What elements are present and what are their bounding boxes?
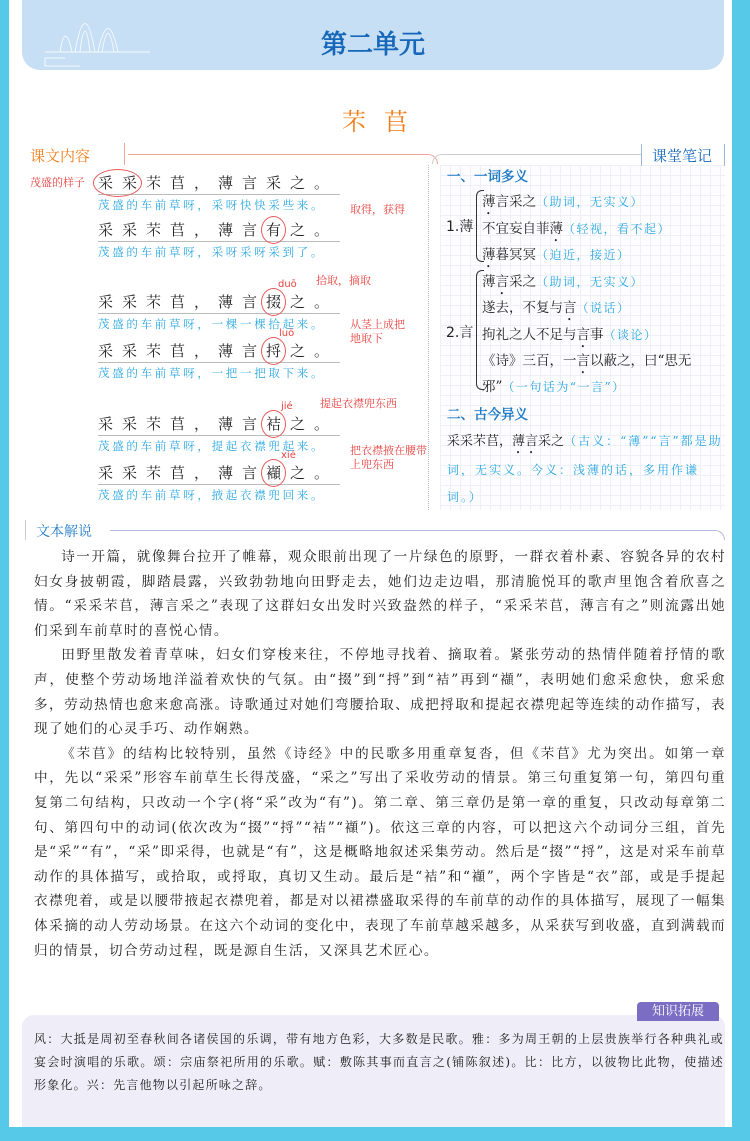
text: 以蔽之，曰“思无 <box>590 353 692 369</box>
text: 暮冥冥 <box>495 247 536 263</box>
poem-line <box>98 341 340 363</box>
text: 采采芣苢，薄言 <box>98 342 267 360</box>
pinyin: duō <box>278 279 297 290</box>
text: 之。 <box>290 342 339 360</box>
divider <box>110 530 725 540</box>
notes-line <box>482 190 644 218</box>
text: 不宜妄自菲 <box>482 221 550 237</box>
notes-line <box>482 323 658 351</box>
poem-line <box>98 414 340 436</box>
annotation: 取得，获得 <box>350 203 405 216</box>
text: 事 <box>590 327 604 343</box>
text: 遂去，不复与 <box>482 300 563 316</box>
divider <box>124 143 125 165</box>
circled-word: 有 <box>266 221 291 239</box>
annotation: 茂盛的样子 <box>30 176 85 189</box>
knowledge-text: 风：大抵是周初至春秋间各诸侯国的乐调，带有地方色彩，大多数是民歌。雅：多为周王朝的上层贵族举行各种典礼或宴会时演唱的乐歌。颂：宗庙祭祀所用的乐歌。赋：敷陈其事而直言之(铺陈叙述)。比：比方，以彼物比此物，使描述形象化。兴：先言他物以引起所咏之辞。 <box>34 1032 724 1092</box>
note: （轻视，看不起） <box>563 222 672 236</box>
note: （助词，无实义） <box>536 195 645 209</box>
lesson-title: 芣苢 <box>342 108 426 136</box>
unit-header <box>22 0 724 70</box>
text: 采之 <box>538 434 565 449</box>
annotation: 提起衣襟兜东西 <box>320 397 397 410</box>
text: 《诗》三百，一 <box>482 353 577 369</box>
section-heading-class-notes: 课堂笔记 <box>652 147 713 165</box>
column-divider <box>428 165 429 510</box>
note: （助词，无实义） <box>536 275 645 289</box>
group-label: 2.言 <box>446 325 474 341</box>
group-label: 1.薄 <box>446 219 474 235</box>
text: 言采之 <box>495 194 536 210</box>
note: （谈论） <box>603 328 658 342</box>
paragraph: 田野里散发着青草味，妇女们穿梭来往，不停地寻找着、摘取着。紧张劳动的热情伴随着抒情的歌声，使整个劳动场地洋溢着欢快的气氛。由“掇”到“捋”到“袺”再到“襭”，表明她们愈采愈快，愈采愈多，劳动热情也愈来愈高涨。诗歌通过对她们弯腰拾取、成把捋取和提起衣襟兜起等连续的动作描写，表现了她们的心灵手巧、动作娴熟。 <box>34 647 726 738</box>
text: 采采芣苢，薄言 <box>98 293 267 311</box>
text: 之。 <box>290 464 339 482</box>
paragraph: 《芣苢》的结构比较特别，虽然《诗经》中的民歌多用重章复沓，但《芣苢》尤为突出。如第一章中，先以“采采”形容车前草生长得茂盛，“采之”写出了采收劳动的情景。第三句重复第一句，第四句重复第二句结构，只改动一个字(将“采”改为“有”)。第二章、第三章仍是第一章的重复，只改动每章第二句、第四句中的动词(依次改为“掇”“捋”“袺”“襭”)。依这三章的内容，可以把这六个动词分三组，首先是“采”“有”，“采”即采得，也就是“有”，这是概略地叙述采集劳动。然后是“掇”“捋”，这是对采车前草动作的具体描写，或拾取，或捋取，真切又生动。最后是“袺”和“襭”，两个字皆是“衣”部，或是手提起衣襟兜着，或是以腰带掖起衣襟兜着，都是对以裙襟盛取采得的车前草的动作的具体描写，展现了一幅集体采摘的动人劳动场景。在这六个动词的变化中，表现了车前草越采越多，从采获写到收盛，直到满载而归的情景，切合劳动过程，既是源自生活，又深具艺术匠心。 <box>34 745 726 959</box>
knowledge-tag: 知识拓展 <box>637 1002 719 1021</box>
annotation: 拾取，摘取 <box>316 274 371 287</box>
text: 采之 <box>509 274 536 290</box>
translation: 茂盛的车前草呀，采呀采呀采到了。 <box>98 245 326 259</box>
text: 薄 <box>549 221 563 237</box>
circled-word: 采采 <box>98 174 147 192</box>
circled-word: 襭 <box>266 464 291 482</box>
notes-line <box>482 217 671 245</box>
poem-line <box>98 173 340 195</box>
translation: 茂盛的车前草呀，提起衣襟兜起来。 <box>98 439 326 453</box>
text: 采采芣苢，薄言 <box>98 415 267 433</box>
pinyin: xié <box>281 450 296 461</box>
text: 薄 <box>512 434 526 449</box>
text: 言 <box>495 274 509 290</box>
notes-line <box>482 296 631 324</box>
text: 薄 <box>482 274 496 290</box>
text: 采采芣苢，薄言 <box>98 464 267 482</box>
divider <box>128 154 438 164</box>
text: 之。 <box>290 293 339 311</box>
text: 之。 <box>290 415 339 433</box>
poem-line <box>98 292 340 314</box>
divider <box>724 144 725 166</box>
unit-title: 第二单元 <box>320 30 425 60</box>
pinyin: jié <box>281 401 293 412</box>
note: （迫近，接近） <box>536 248 631 262</box>
explanation-text <box>34 545 726 963</box>
translation: 茂盛的车前草呀，掖起衣襟兜回来。 <box>98 488 326 502</box>
text: 薄 <box>482 194 496 210</box>
notes-line <box>482 270 644 298</box>
notes-line <box>482 375 626 403</box>
annotation: 把衣襟掖在腰带上兜东西 <box>350 444 427 471</box>
divider <box>432 154 641 164</box>
text: 邪” <box>482 379 503 395</box>
circled-word: 袺 <box>266 415 291 433</box>
text: 言 <box>563 300 577 316</box>
text: 言 <box>576 353 590 369</box>
text: 采采芣苢， <box>447 434 513 449</box>
note: （古义：“薄”“言”都是助词，无实义。今义：浅薄的话，多用作谦词。） <box>447 434 723 504</box>
notes-heading: 一、一词多义 <box>447 169 528 185</box>
text: 之。 <box>290 221 339 239</box>
text: 薄 <box>482 247 496 263</box>
pinyin: luō <box>279 328 295 339</box>
section-heading-text-content: 课文内容 <box>30 147 91 165</box>
translation: 茂盛的车前草呀，采呀快快采些来。 <box>98 198 326 212</box>
text: 言 <box>576 327 590 343</box>
translation: 茂盛的车前草呀，一棵一棵拾起来。 <box>98 317 326 331</box>
annotation: 从茎上成把地取下 <box>350 318 405 345</box>
poem-line <box>98 220 340 242</box>
note: （一句话为“一言”） <box>502 380 626 394</box>
word-comparison <box>447 428 725 511</box>
divider <box>641 144 642 166</box>
note: （说话） <box>576 301 631 315</box>
text: 言 <box>525 434 539 449</box>
notes-line <box>482 349 691 377</box>
text: 拘礼之人不足与 <box>482 327 577 343</box>
circled-word: 捋 <box>266 342 291 360</box>
translation: 茂盛的车前草呀，一把一把取下来。 <box>98 366 326 380</box>
paragraph: 诗一开篇，就像舞台拉开了帷幕，观众眼前出现了一片绿色的原野，一群衣着朴素、容貌各异的农村妇女身披朝霞，脚踏晨露，兴致勃勃地向田野走去，她们边走边唱，那清脆悦耳的歌声里饱含着欣喜之情。“采采芣苢，薄言采之”表现了这群妇女出发时兴致盎然的样子，“采采芣苢，薄言有之”则流露出她们采到车前草时的喜悦心情。 <box>34 549 726 639</box>
divider <box>25 520 26 540</box>
text: 采采芣苢，薄言 <box>98 221 267 239</box>
circled-word: 掇 <box>266 293 291 311</box>
section-heading-text-explanation: 文本解说 <box>36 524 92 540</box>
notes-line <box>482 243 631 271</box>
notes-heading: 二、古今异义 <box>447 407 528 423</box>
text: 芣苢，薄言采之。 <box>146 174 339 192</box>
poem-line <box>98 463 340 485</box>
